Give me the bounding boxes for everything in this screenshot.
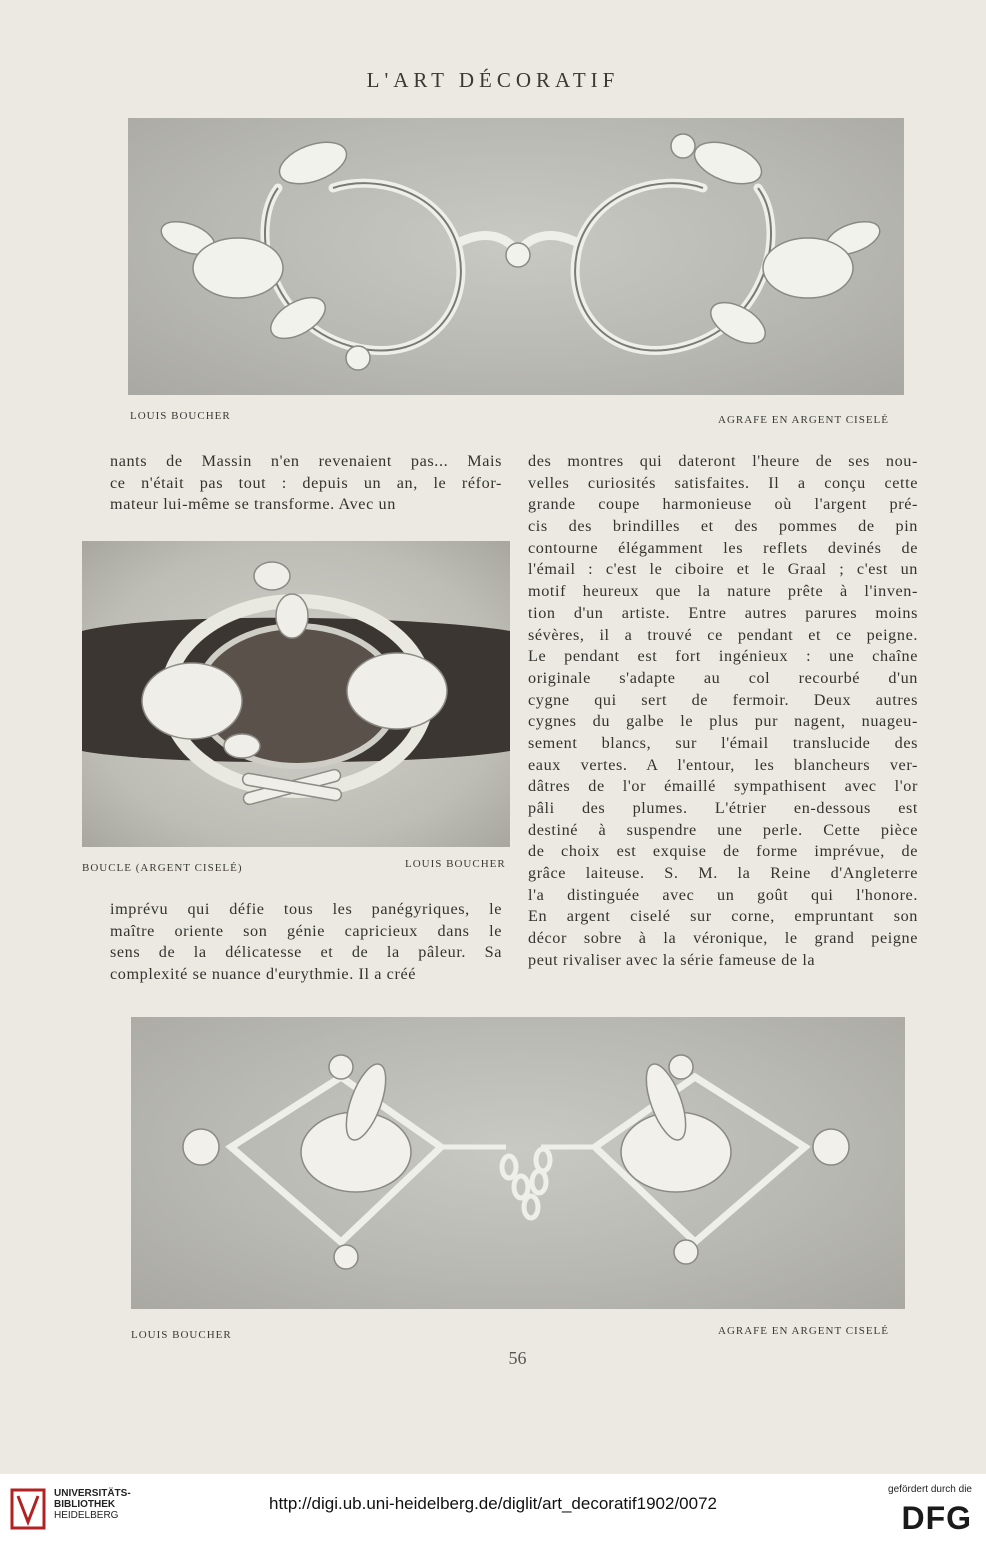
caption-bottom-left: LOUIS BOUCHER [131,1329,232,1341]
buckle-illustration [82,541,510,847]
text-line: cygne qui sert de fermoir. Deux autres [528,690,918,709]
text-line: destiné à suspendre une perle. Cette pièce [528,820,918,839]
text-line: nants de Massin n'en revenaient pas... Mais [110,452,502,470]
text-line: grande coupe harmonieuse où l'argent pré- [528,495,918,514]
photo-bottom-clasp [131,1017,905,1309]
caption-bottom-right: AGRAFE EN ARGENT CISELÉ [718,1325,889,1337]
text-line: sens de la délicatesse et de la pâleur. Sa [110,943,502,962]
library-name-line: HEIDELBERG [54,1510,119,1521]
photo-middle-buckle [82,541,510,847]
text-line: l'a distinguée avec un goût qui l'honore. [528,885,918,904]
running-head: L'ART DÉCORATIF [366,68,620,92]
permalink-url[interactable]: http://digi.ub.uni-heidelberg.de/diglit/art_decoratif1902/0072 [269,1494,717,1513]
text-line: grâce laiteuse. S. M. la Reine d'Angleterre [528,864,918,883]
text-line: cygnes du galbe le plus pur nagent, nuageu- [528,712,918,731]
digitization-footer [0,1474,986,1544]
text-line: eaux vertes. A l'entour, les blancheurs ver- [528,755,918,774]
text-line: velles curiosités satisfaites. Il a conçu cette [528,473,918,492]
funded-by-label: gefördert durch die [888,1484,972,1495]
text-line: ce n'était pas tout : depuis un an, le réfor- [110,473,502,492]
text-line: des montres qui dateront l'heure de ses nou- [528,452,918,470]
text-line: contourne élégamment les reflets devinés de [528,538,918,557]
text-line: Le pendant est fort ingénieux : une chaîne [528,647,918,666]
text-line: sévères, il a trouvé ce pendant et ce peigne. [528,625,918,644]
text-line: dâtres de l'or émaillé sympathisent avec l'or [528,777,918,796]
text-line: l'émail : c'est le ciboire et le Graal ; c'est un [528,560,918,579]
text-line: décor sobre à la véronique, le grand peigne [528,929,918,948]
caption-top-left: LOUIS BOUCHER [130,410,231,422]
dfg-logo: DFG [901,1500,972,1536]
text-line: maître oriente son génie capricieux dans le [110,921,502,940]
left-column-top-text [110,451,502,516]
text-line: motif heureux que la nature prête à l'inven- [528,582,918,601]
text-line: En argent ciselé sur corne, empruntant son [528,907,918,926]
text-line: sement blancs, sur l'émail translucide des [528,733,918,752]
photo-top-clasp [128,118,904,395]
text-line: complexité se nuance d'eurythmie. Il a créé [110,965,417,984]
text-line: de choix est exquise de forme imprévue, de [528,842,918,861]
text-line: originale s'adapte au col recourbé d'un [528,668,918,687]
library-name-line: BIBLIOTHEK [54,1499,116,1510]
library-name-line: UNIVERSITÄTS- [54,1488,131,1499]
caption-top-right: AGRAFE EN ARGENT CISELÉ [718,414,889,426]
caption-middle-left: BOUCLE (ARGENT CISELÉ) [82,862,243,874]
text-line: tion d'un artiste. Entre autres parures moins [528,603,918,622]
text-line: cis des brindilles et des pommes de pin [528,517,918,536]
text-line: mateur lui-même se transforme. Avec un [110,495,396,514]
right-column-text [528,451,918,972]
text-line: pâli des plumes. L'étrier en-dessous est [528,799,918,817]
caption-middle-right: LOUIS BOUCHER [405,858,506,870]
page-number: 56 [508,1348,527,1368]
clasp-illustration [128,118,904,395]
left-column-bottom-text [110,899,502,986]
text-line: imprévu qui défie tous les panégyriques, le [110,900,502,918]
chain-clasp-illustration [131,1017,905,1309]
text-line: peut rivaliser avec la série fameuse de la [528,950,816,969]
